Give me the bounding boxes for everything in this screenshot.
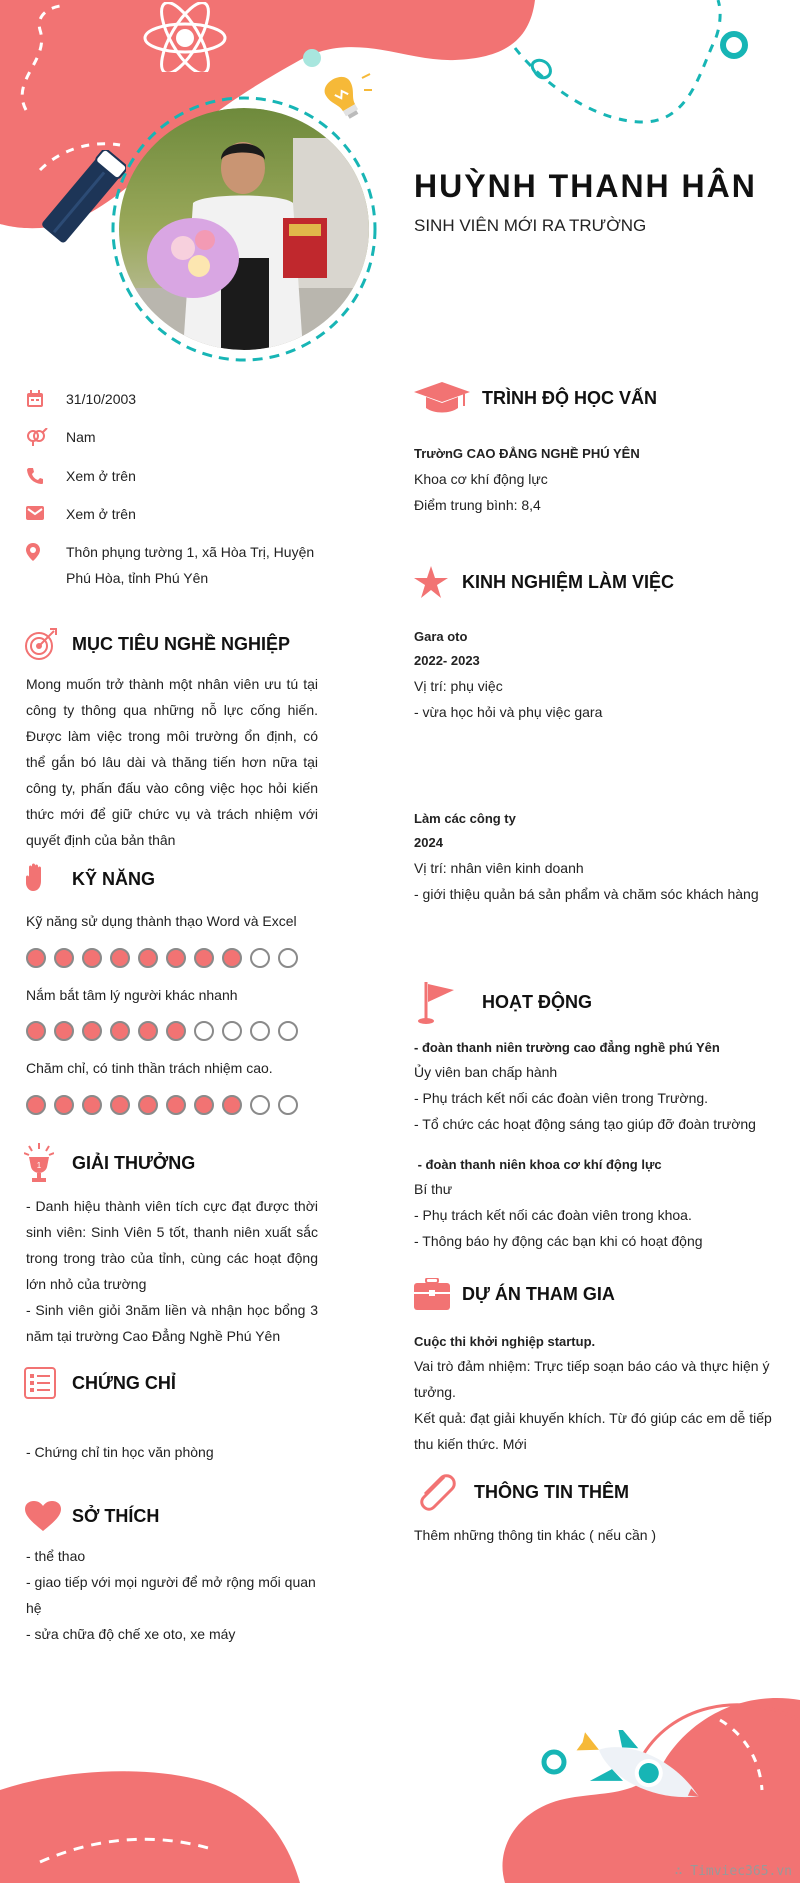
education-heading xyxy=(414,378,657,418)
rating-dot xyxy=(138,1095,158,1115)
atom-icon xyxy=(140,2,230,72)
rating-dot xyxy=(194,1021,214,1041)
skill-rating-1 xyxy=(26,948,298,968)
awards-heading xyxy=(24,1143,195,1183)
education-school: TrườnG CAO ĐẲNG NGHỀ PHÚ YÊN xyxy=(414,446,640,461)
rating-dot xyxy=(54,948,74,968)
activity-org-2: - đoàn thanh niên khoa cơ khí động lực xyxy=(414,1157,662,1172)
skill-name-2: Nắm bắt tâm lý người khác nhanh xyxy=(26,987,238,1003)
rating-dot xyxy=(194,1095,214,1115)
rating-dot xyxy=(222,1095,242,1115)
awards-title: GIẢI THƯỞNG xyxy=(72,1152,196,1173)
watermark: ∴ Timviec365.vn xyxy=(674,1864,792,1879)
candidate-role: SINH VIÊN MỚI RA TRƯỜNG xyxy=(414,216,647,235)
activity-org-1-detail-1: - Phụ trách kết nối các đoàn viên trong Trường. xyxy=(414,1090,709,1106)
skill-name-1: Kỹ năng sử dụng thành thạo Word và Excel xyxy=(26,913,297,929)
rating-dot xyxy=(250,1021,270,1041)
rating-dot xyxy=(278,1021,298,1041)
certificates-heading xyxy=(24,1363,176,1403)
job-1-desc: - vừa học hỏi và phụ việc gara xyxy=(414,704,603,720)
phone-value: Xem ở trên xyxy=(66,468,136,484)
rating-dot xyxy=(82,948,102,968)
hobbies-line-2: - giao tiếp với mọi người để mở rộng mối quan hệ xyxy=(26,1574,316,1616)
job-2-company: Làm các công ty xyxy=(414,811,516,826)
objective-text: Mong muốn trở thành một nhân viên ưu tú tại công ty thông qua những nỗ lực cống hiến. Được làm việc trong môi trường ổn định, có thể gắn bó lâu dài và thăng tiến hơn nữa tại công ty, phấn đấu vào công việc học hỏi kiến thức mới để giữ chức vụ và trách nhiệm với quyết định của bản thân xyxy=(26,676,318,848)
address-value: Thôn phụng tường 1, xã Hòa Trị, Huyện Phú Hòa, tỉnh Phú Yên xyxy=(66,544,315,586)
email-value: Xem ở trên xyxy=(66,506,136,522)
activity-org-1-detail-2: - Tổ chức các hoạt động sáng tạo giúp đỡ đoàn trường xyxy=(414,1116,756,1132)
email-icon xyxy=(26,505,44,521)
candidate-name: HUỲNH THANH HÂN xyxy=(414,168,757,204)
certificates-text: - Chứng chỉ tin học văn phòng xyxy=(26,1444,214,1460)
checklist-icon xyxy=(24,1367,56,1399)
location-icon xyxy=(26,543,40,561)
birthday-value: 31/10/2003 xyxy=(66,391,137,407)
flag-icon xyxy=(414,980,456,1024)
rating-dot xyxy=(222,1021,242,1041)
rating-dot xyxy=(222,948,242,968)
job-2-position: Vị trí: nhân viên kinh doanh xyxy=(414,860,584,876)
rating-dot xyxy=(26,1021,46,1041)
rating-dot xyxy=(166,1021,186,1041)
hobbies-line-3: - sửa chữa độ chế xe oto, xe máy xyxy=(26,1626,236,1642)
rating-dot xyxy=(166,1095,186,1115)
project-result: Kết quả: đạt giải khuyến khích. Từ đó giúp các em dễ tiếp thu kiến thức. Mới xyxy=(414,1410,772,1452)
rating-dot xyxy=(138,1021,158,1041)
rating-dot xyxy=(54,1021,74,1041)
education-title: TRÌNH ĐỘ HỌC VẤN xyxy=(482,387,657,408)
extra-heading xyxy=(414,1472,629,1512)
projects-title: DỰ ÁN THAM GIA xyxy=(462,1283,615,1304)
rating-dot xyxy=(250,1095,270,1115)
graduation-cap-icon xyxy=(414,382,470,414)
skill-rating-2 xyxy=(26,1021,298,1041)
phone-row xyxy=(26,463,326,489)
rocket-icon xyxy=(540,1730,720,1840)
extra-title: THÔNG TIN THÊM xyxy=(474,1481,629,1502)
extra-text: Thêm những thông tin khác ( nếu cần ) xyxy=(414,1527,657,1543)
paperclip-icon xyxy=(414,1471,456,1513)
rating-dot xyxy=(110,1095,130,1115)
rating-dot xyxy=(138,948,158,968)
hobbies-title: SỞ THÍCH xyxy=(72,1505,160,1526)
awards-text-2: - Sinh viên giỏi 3năm liền và nhận học bổng 3 năm tại trường Cao Đẳng Nghề Phú Yên xyxy=(26,1302,318,1344)
skills-title: KỸ NĂNG xyxy=(72,868,156,889)
skills-heading xyxy=(24,859,155,899)
briefcase-icon xyxy=(414,1278,450,1310)
job-2-years: 2024 xyxy=(414,835,443,850)
birthday-row xyxy=(26,386,326,412)
rating-dot xyxy=(278,948,298,968)
rating-dot xyxy=(110,1021,130,1041)
profile-photo xyxy=(113,108,375,350)
svg-text:1: 1 xyxy=(36,1161,42,1170)
objective-title: MỤC TIÊU NGHỀ NGHIỆP xyxy=(72,633,291,654)
trophy-icon xyxy=(24,1143,54,1183)
experience-title: KINH NGHIỆM LÀM VIỆC xyxy=(462,571,675,592)
phone-icon xyxy=(26,467,44,485)
activity-org-2-detail-2: - Thông báo hy động các bạn khi có hoạt động xyxy=(414,1233,703,1249)
watermark-icon: ∴ xyxy=(674,1864,691,1879)
project-role: Vai trò đảm nhiệm: Trực tiếp soạn báo cáo và thực hiện ý tưởng. xyxy=(414,1358,770,1400)
awards-text-1: - Danh hiệu thành viên tích cực đạt được thời sinh viên: Sinh Viên 5 tốt, thanh niên xuất sắc trong trong trào của tỉnh, cùng các hoạt động lớn nhỏ của trường xyxy=(26,1198,318,1292)
project-name: Cuộc thi khởi nghiệp startup. xyxy=(414,1334,596,1349)
job-1-years: 2022- 2023 xyxy=(414,653,480,668)
skill-name-3: Chăm chỉ, có tinh thần trách nhiệm cao. xyxy=(26,1060,273,1076)
rating-dot xyxy=(166,948,186,968)
certificates-title: CHỨNG CHỈ xyxy=(72,1372,176,1393)
activity-org-2-detail-1: - Phụ trách kết nối các đoàn viên trong khoa. xyxy=(414,1207,692,1223)
rating-dot xyxy=(54,1095,74,1115)
rating-dot xyxy=(250,948,270,968)
star-icon xyxy=(414,566,448,598)
objective-heading xyxy=(24,624,290,664)
experience-heading xyxy=(414,562,674,602)
hand-icon xyxy=(24,863,48,895)
gender-icon xyxy=(26,428,48,446)
rating-dot xyxy=(26,948,46,968)
activities-heading xyxy=(414,982,592,1022)
education-gpa: Điểm trung bình: 8,4 xyxy=(414,497,541,513)
rating-dot xyxy=(26,1095,46,1115)
email-row xyxy=(26,501,326,527)
education-faculty: Khoa cơ khí động lực xyxy=(414,471,548,487)
address-row xyxy=(26,539,326,591)
job-1-company: Gara oto xyxy=(414,629,468,644)
activity-org-1: - đoàn thanh niên trường cao đẳng nghề phú Yên xyxy=(414,1040,720,1055)
job-1-position: Vị trí: phụ việc xyxy=(414,678,503,694)
target-icon xyxy=(24,627,58,661)
skill-rating-3 xyxy=(26,1095,298,1115)
projects-heading xyxy=(414,1274,615,1314)
hobbies-heading xyxy=(24,1496,159,1536)
rating-dot xyxy=(82,1021,102,1041)
rating-dot xyxy=(110,948,130,968)
activity-org-2-role: Bí thư xyxy=(414,1181,453,1197)
gender-value: Nam xyxy=(66,429,96,445)
gender-row xyxy=(26,424,326,450)
hobbies-line-1: - thể thao xyxy=(26,1548,86,1564)
activity-org-1-role: Ủy viên ban chấp hành xyxy=(414,1064,558,1080)
rating-dot xyxy=(194,948,214,968)
activities-title: HOẠT ĐỘNG xyxy=(482,991,592,1012)
rating-dot xyxy=(82,1095,102,1115)
calendar-icon xyxy=(26,390,44,408)
rating-dot xyxy=(278,1095,298,1115)
heart-icon xyxy=(24,1500,62,1532)
job-2-desc: - giới thiệu quản bá sản phẩm và chăm sóc khách hàng xyxy=(414,886,759,902)
